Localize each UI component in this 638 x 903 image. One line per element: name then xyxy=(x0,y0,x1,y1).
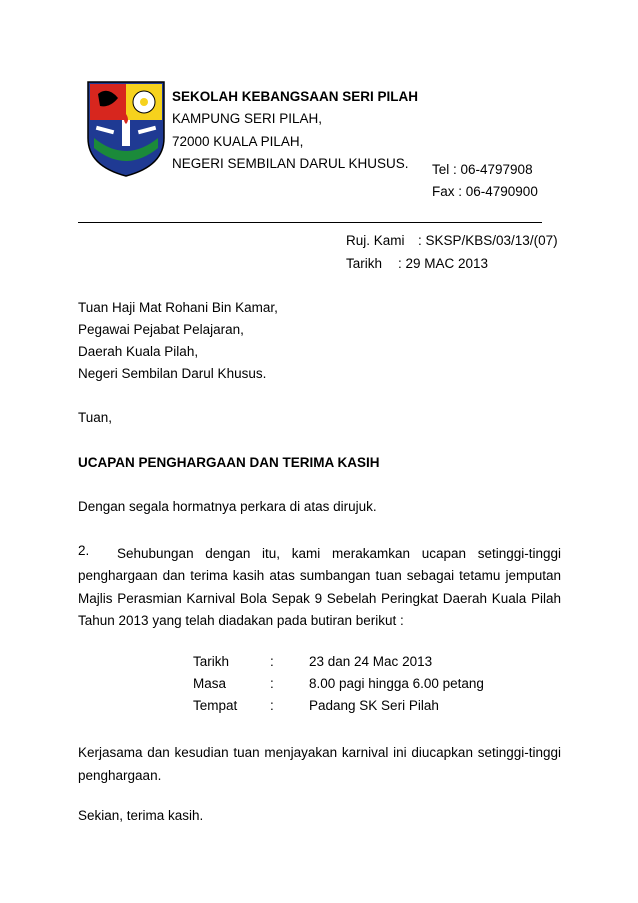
paragraph-2-line-3: Majlis Perasmian Karnival Bola Sepak 9 Sebelah Peringkat Daerah Kuala Pilah xyxy=(78,590,561,606)
paragraph-2-line-4: Tahun 2013 yang telah diadakan pada butiran berikut : xyxy=(78,613,404,628)
recipient-line-3: Daerah Kuala Pilah, xyxy=(78,344,199,359)
recipient-line-2: Pegawai Pejabat Pelajaran, xyxy=(78,322,244,337)
detail-value-date: 23 dan 24 Mac 2013 xyxy=(309,654,433,669)
closing-line-2: penghargaan. xyxy=(78,767,162,783)
paragraph-2-line-2: penghargaan dan terima kasih atas sumbangan tuan sebagai tetamu jemputan xyxy=(78,568,561,583)
detail-value-time: 8.00 pagi hingga 6.00 petang xyxy=(309,676,484,691)
reference-value: : SKSP/KBS/03/13/(07) xyxy=(418,233,558,248)
header-divider xyxy=(78,222,542,223)
detail-label-date: Tarikh xyxy=(193,654,230,669)
paragraph-2-line-1: Sehubungan dengan itu, kami merakamkan ucapan setinggi-tinggi xyxy=(117,546,561,561)
detail-sep-venue: : xyxy=(270,698,274,713)
signoff: Sekian, terima kasih. xyxy=(78,808,204,823)
paragraph-number: 2. xyxy=(78,543,90,558)
subject-heading: UCAPAN PENGHARGAAN DAN TERIMA KASIH xyxy=(78,455,380,470)
address-line-3: NEGERI SEMBILAN DARUL KHUSUS. xyxy=(172,156,409,171)
closing-paragraph xyxy=(78,742,561,787)
detail-sep-time: : xyxy=(270,676,274,691)
date-label: Tarikh xyxy=(346,256,383,271)
detail-label-time: Masa xyxy=(193,676,227,691)
telephone: Tel : 06-4797908 xyxy=(432,162,533,177)
address-line-2: 72000 KUALA PILAH, xyxy=(172,134,304,149)
paragraph-2-line-1-wrap xyxy=(117,543,561,566)
detail-value-venue: Padang SK Seri Pilah xyxy=(309,698,439,713)
reference-label: Ruj. Kami xyxy=(346,233,405,248)
recipient-line-4: Negeri Sembilan Darul Khusus. xyxy=(78,366,267,381)
detail-label-venue: Tempat xyxy=(193,698,238,713)
school-crest-logo xyxy=(84,78,168,178)
date-value: : 29 MAC 2013 xyxy=(398,256,489,271)
detail-sep-date: : xyxy=(270,654,274,669)
closing-line-1: Kerjasama dan kesudian tuan menjayakan karnival ini diucapkan setinggi-tinggi xyxy=(78,745,561,760)
fax: Fax : 06-4790900 xyxy=(432,184,538,199)
school-name: SEKOLAH KEBANGSAAN SERI PILAH xyxy=(172,89,419,104)
salutation: Tuan, xyxy=(78,410,113,425)
paragraph-2-body xyxy=(78,565,561,633)
address-line-1: KAMPUNG SERI PILAH, xyxy=(172,111,323,126)
recipient-line-1: Tuan Haji Mat Rohani Bin Kamar, xyxy=(78,300,278,315)
opening-sentence: Dengan segala hormatnya perkara di atas dirujuk. xyxy=(78,499,377,514)
